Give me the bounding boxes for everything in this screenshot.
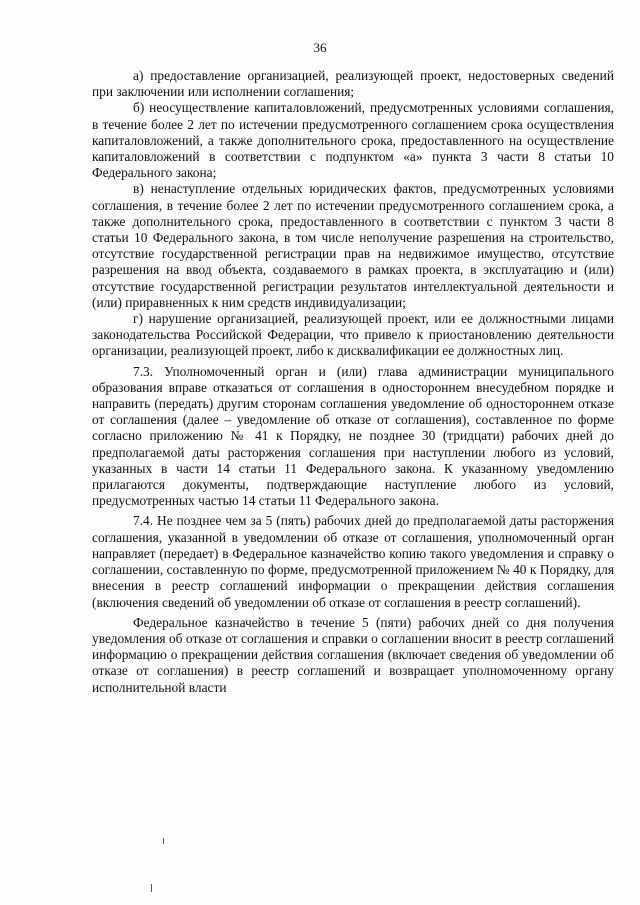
paragraph-7-3: 7.3. Уполномоченный орган и (или) глава администрации муниципального образования вправе отказаться от соглашения в одностороннем внесудебном порядке и направить (передать) другим сторонам соглашения уведомление об одностороннем отказе от соглашения (далее – уведомление об отказе от соглашения), составленное по форме согласно приложению № 41 к Порядку, не позднее 30 (тридцати) рабочих дней до предполагаемой даты расторжения соглашения при наступлении любого из условий, указанных в части 14 статьи 11 Федерального закона. К указанному уведомлению прилагаются документы, подтверждающие наступление любого из условий, предусмотренных частью 14 статьи 11 Федерального закона.	[92, 363, 614, 509]
paragraph-v: в) ненаступление отдельных юридических фактов, предусмотренных условиями соглашения, в течение более 2 лет по истечении предусмотренного соглашением срока, а также дополнительного срока, предоставленного в соответствии с пунктом 3 части 8 статьи 10 Федерального закона, в том числе неполучение разрешения на строительство, отсутствие государственной регистрации прав на недвижимое имущество, отсутствие разрешения на ввод объекта, создаваемого в рамках проекта, в эксплуатацию и (или) отсутствие государственной регистрации результатов интеллектуальной деятельности и (или) приравненных к ним средств индивидуализации;	[92, 181, 614, 310]
paragraph-g: г) нарушение организацией, реализующей проект, или ее должностными лицами законодательства Российской Федерации, что привело к приостановлению деятельности организации, реализующей проект, либо к дисквалификации ее должностных лиц.	[92, 311, 614, 359]
page-number: 36	[313, 40, 327, 55]
document-body	[92, 68, 614, 696]
paragraph-7-4: 7.4. Не позднее чем за 5 (пять) рабочих дней до предполагаемой даты расторжения соглашения, указанной в уведомлении об отказе от соглашения, уполномоченный орган направляет (передает) в Федеральное казначейство копию такого уведомления и справку о соглашении, составленную по форме, предусмотренной приложением № 40 к Порядку, для внесения в реестр соглашений информации о прекращении действия соглашения (включения сведений об уведомлении об отказе от соглашения в реестр соглашений).	[92, 513, 614, 610]
scan-artifact-line	[151, 884, 152, 892]
paragraph-treasury: Федеральное казначейство в течение 5 (пяти) рабочих дней со дня получения уведомления об отказе от соглашения и справки о соглашении вносит в реестр соглашений информацию о прекращении действия соглашения (включает сведения об уведомлении об отказе от соглашения) в реестр соглашений и возвращает уполномоченному органу исполнительной власти	[92, 614, 614, 695]
paragraph-b: б) неосуществление капиталовложений, предусмотренных условиями соглашения, в течение более 2 лет по истечении предусмотренного соглашением срока осуществления капиталовложений, а также дополнительного срока, предоставленного на осуществление капиталовложений в соответствии с подпунктом «а» пункта 3 части 8 статьи 10 Федерального закона;	[92, 100, 614, 181]
scan-artifact-line	[163, 838, 164, 844]
paragraph-a: а) предоставление организацией, реализующей проект, недостоверных сведений при заключении или исполнении соглашения;	[92, 68, 614, 100]
